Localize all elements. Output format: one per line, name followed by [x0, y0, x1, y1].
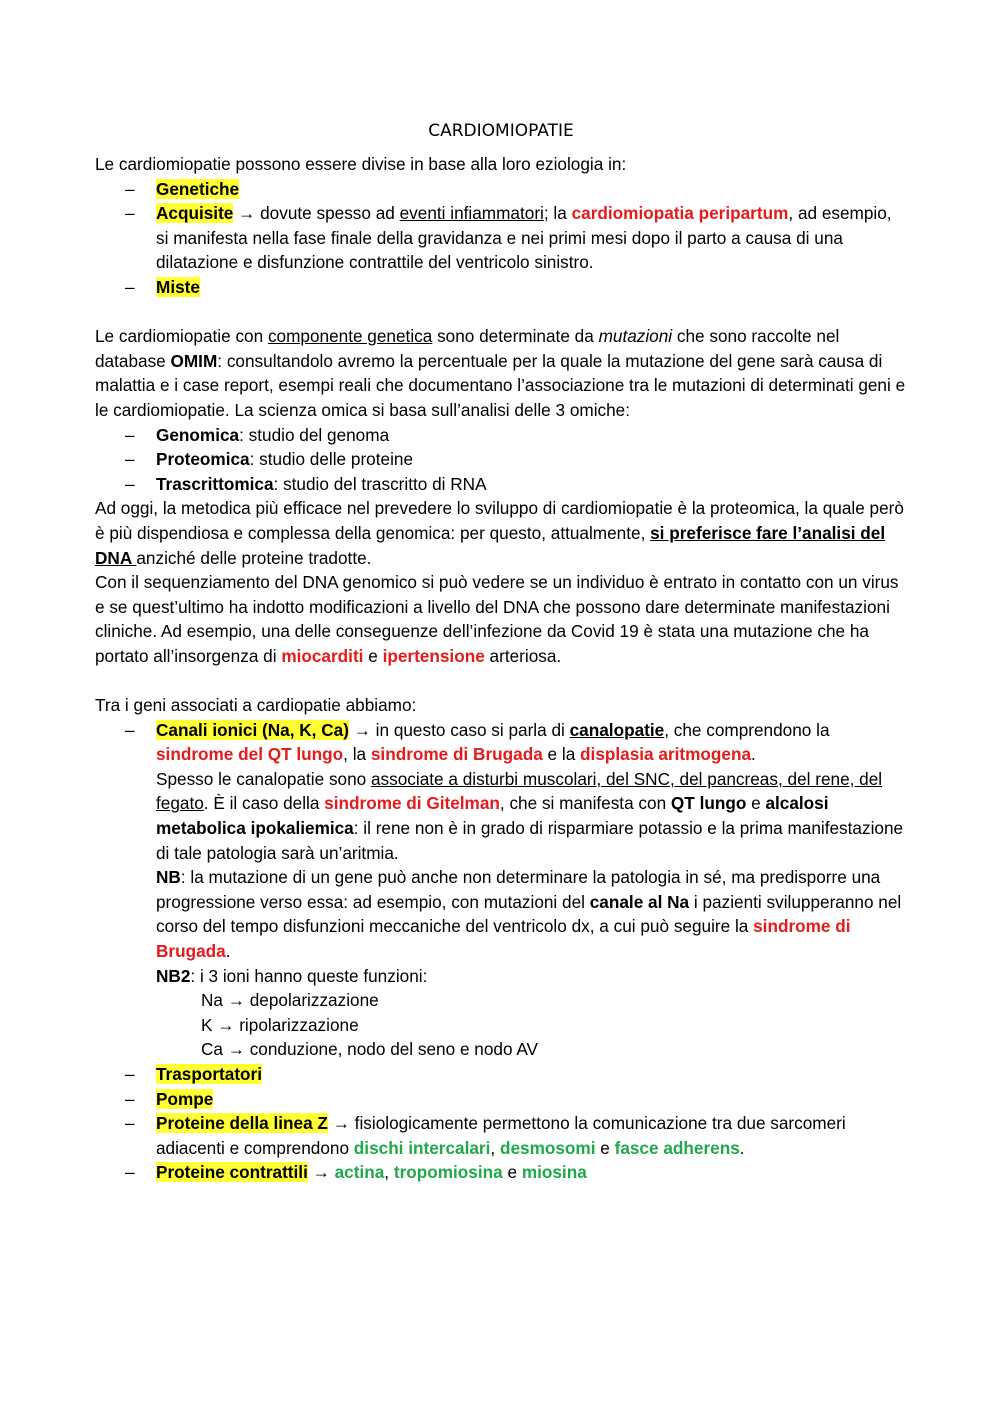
bold-underlined-text: canalopatie	[569, 719, 665, 740]
text: che sono raccolte nel database	[95, 326, 840, 371]
intro-paragraph: Le cardiomiopatie possono essere divise in base alla loro eziologia in:	[95, 154, 627, 174]
omics-list	[95, 423, 907, 497]
text: Spesso le canalopatie sono	[156, 768, 371, 789]
bold-text: NB2	[156, 965, 191, 986]
text: : il rene non è in grado di risparmiare potassio e la prima manifestazione di tale patologia sarà un’aritmia.	[156, 818, 904, 863]
text: ,	[384, 1162, 394, 1183]
text: Le cardiomiopatie con	[95, 326, 268, 347]
arrow-icon: →	[312, 1162, 330, 1183]
ion-row	[201, 1013, 907, 1038]
list-item	[156, 1062, 907, 1087]
list-item	[156, 447, 907, 472]
nb-paragraph	[156, 865, 907, 963]
underlined-text: associate a disturbi muscolari, del SNC, del pancreas, del rene, del fegato	[156, 768, 883, 814]
ion-functions	[156, 988, 907, 1062]
document-page	[95, 118, 907, 1185]
green-term: desmosomi	[499, 1137, 596, 1158]
text: , che comprendono la	[664, 719, 830, 740]
red-term: ipertensione	[382, 645, 485, 666]
highlight-miste: Miste	[156, 276, 200, 297]
text: e	[595, 1137, 615, 1158]
genetic-paragraph	[95, 324, 907, 422]
page-title: CARDIOMIOPATIE	[428, 121, 574, 141]
text: e	[502, 1162, 522, 1183]
red-term: miocarditi	[281, 645, 364, 666]
text: : studio del trascritto di RNA	[273, 473, 487, 494]
list-item	[156, 1111, 907, 1160]
arrow-icon: →	[227, 1039, 245, 1060]
canalopathy-paragraph	[156, 767, 907, 865]
proteomics-paragraph	[95, 496, 907, 570]
text: , la	[343, 744, 371, 765]
green-term: fasce adherens	[614, 1137, 740, 1158]
etiology-list	[95, 177, 907, 300]
bold-text: NB	[156, 867, 181, 888]
text: : i 3 ioni hanno queste funzioni:	[190, 965, 428, 986]
text: sono determinate da	[432, 326, 599, 347]
list-item	[156, 1087, 907, 1112]
text: K	[201, 1014, 218, 1035]
text: Ca	[201, 1039, 228, 1060]
underlined-text: componente genetica	[267, 326, 433, 347]
text: Ad oggi, la metodica più efficace nel prevedere lo sviluppo di cardiomiopatie è la proteomica, la quale però è più dispendiosa e complessa della genomica: per questo, attualmente,	[95, 498, 904, 543]
arrow-icon: →	[332, 1113, 350, 1134]
list-item	[156, 201, 907, 275]
list-item	[156, 1160, 907, 1185]
red-term: displasia aritmogena	[580, 744, 752, 765]
nb2-paragraph	[156, 964, 907, 989]
arrow-icon: →	[227, 990, 245, 1011]
highlight-canali: Canali ionici (Na, K, Ca)	[156, 719, 349, 740]
text: . È il caso della	[203, 793, 325, 814]
text: , che si manifesta con	[499, 793, 671, 814]
text: arteriosa.	[484, 645, 562, 666]
italic-text: mutazioni	[598, 326, 673, 347]
highlight-trasportatori: Trasportatori	[156, 1063, 263, 1084]
bold-text: Proteomica	[156, 449, 250, 470]
bold-text: OMIM	[170, 350, 218, 371]
text: depolarizzazione	[244, 990, 379, 1011]
list-item	[156, 423, 907, 448]
text: , ad esempio, si manifesta nella fase finale della gravidanza e nei primi mesi dopo il parto a causa di una dilatazione e disfunzione contrattile del ventricolo sinistro.	[156, 203, 892, 273]
ion-row	[201, 1037, 907, 1062]
text: : consultandolo avremo la percentuale per la quale la mutazione del gene sarà causa di malattia e i case report, esempi reali che documentano l’associazione tra le mutazioni di determinati geni e le cardiomiopatie. La scienza omica si basa sull’analisi delle 3 omiche:	[95, 350, 906, 420]
text: i pazienti svilupperanno nel corso del tempo disfunzioni meccaniche del ventricolo dx, a cui può seguire la	[156, 891, 902, 937]
green-term: dischi intercalari	[353, 1137, 491, 1158]
text: conduzione, nodo del seno e nodo AV	[244, 1039, 538, 1060]
list-item	[156, 177, 907, 202]
highlight-linea-z: Proteine della linea Z	[156, 1113, 328, 1134]
red-term: sindrome di Brugada	[370, 744, 543, 765]
text: dovute spesso ad	[255, 203, 400, 224]
text: in questo caso si parla di	[370, 719, 570, 740]
arrow-icon: →	[353, 719, 371, 740]
text: .	[225, 941, 231, 961]
text: .	[751, 744, 756, 765]
text: : studio del genoma	[239, 424, 390, 445]
bold-text: canale al Na	[589, 891, 690, 912]
green-term: tropomiosina	[393, 1162, 503, 1183]
text: e	[746, 793, 766, 814]
list-item	[156, 275, 907, 300]
text: Na	[201, 990, 228, 1011]
genes-list	[95, 718, 907, 1185]
text: fisiologicamente permettono la comunicazione tra due sarcomeri adiacenti e comprendono	[156, 1113, 846, 1158]
text: e	[363, 645, 383, 666]
arrow-icon: →	[217, 1014, 235, 1035]
sequencing-paragraph	[95, 570, 907, 668]
bold-underlined-text: si preferisce fare l’analisi del DNA	[95, 522, 886, 568]
green-term: actina	[334, 1162, 385, 1183]
highlight-pompe: Pompe	[156, 1088, 214, 1109]
genes-intro: Tra i geni associati a cardiopatie abbiamo:	[95, 695, 417, 716]
bold-text: QT lungo	[670, 793, 747, 814]
highlight-genetiche: Genetiche	[156, 178, 240, 199]
highlight-acquisite: Acquisite	[156, 203, 234, 224]
text: ; la	[543, 203, 572, 224]
text: ripolarizzazione	[234, 1014, 359, 1035]
bold-text: alcalosi metabolica ipokaliemica	[156, 793, 829, 839]
highlight-proteine-contrattili: Proteine contrattili	[156, 1162, 308, 1183]
bold-text: Trascrittomica	[156, 473, 274, 494]
red-term: sindrome di Brugada	[156, 916, 851, 961]
list-item	[156, 718, 907, 1062]
text: ,	[490, 1137, 500, 1158]
list-item	[156, 472, 907, 497]
text: e la	[542, 744, 581, 765]
red-term: cardiomiopatia peripartum	[571, 203, 789, 224]
underlined-text: eventi infiammatori	[399, 203, 544, 224]
arrow-icon: →	[238, 203, 256, 224]
text: anziché delle proteine tradotte.	[136, 547, 372, 568]
text: .	[739, 1137, 745, 1158]
red-term: sindrome di Gitelman	[324, 793, 500, 814]
green-term: miosina	[521, 1162, 587, 1183]
ion-row	[201, 988, 907, 1013]
text: : studio delle proteine	[249, 449, 413, 470]
text: Con il sequenziamento del DNA genomico si può vedere se un individuo è entrato in contatto con un virus e se quest’ultimo ha indotto modificazioni a livello del DNA che possono dare determinate manifestazioni cliniche. Ad esempio, una delle conseguenze dell’infezione da Covid 19 è stata una mutazione che ha portato all’insorgenza di	[95, 572, 899, 666]
bold-text: Genomica	[156, 424, 240, 445]
text: : la mutazione di un gene può anche non determinare la patologia in sé, ma predisporre una progressione verso essa: ad esempio, con mutazioni del	[156, 867, 881, 912]
red-term: sindrome del QT lungo	[156, 744, 344, 765]
